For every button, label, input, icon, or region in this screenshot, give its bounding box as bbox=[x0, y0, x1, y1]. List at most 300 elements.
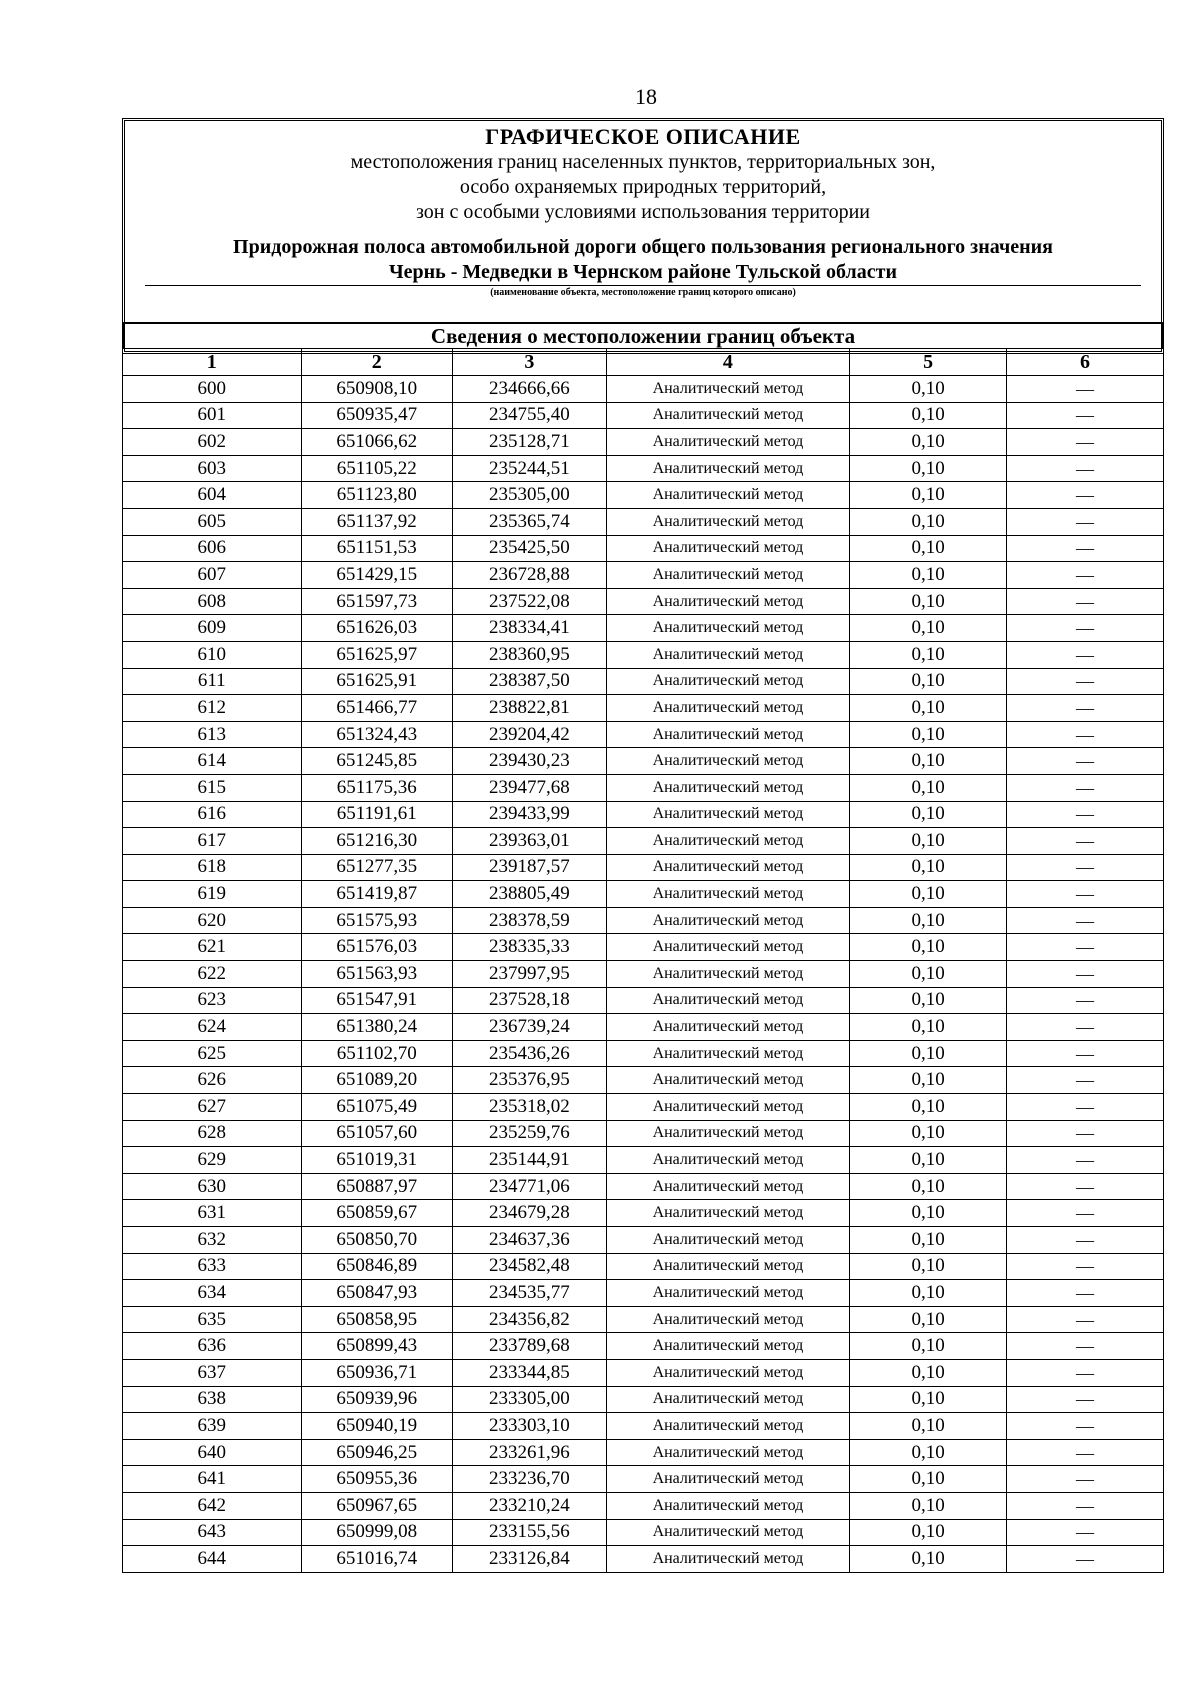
accuracy-cell: 0,10 bbox=[850, 1519, 1007, 1546]
point-number-cell: 604 bbox=[123, 482, 302, 509]
y-coordinate-cell: 238360,95 bbox=[453, 641, 607, 668]
accuracy-cell: 0,10 bbox=[850, 376, 1007, 403]
table-row bbox=[123, 934, 1164, 961]
accuracy-cell: 0,10 bbox=[850, 801, 1007, 828]
x-coordinate-cell: 651419,87 bbox=[301, 881, 452, 908]
description-cell: — bbox=[1007, 429, 1164, 456]
point-number-cell: 602 bbox=[123, 429, 302, 456]
column-header: 1 bbox=[123, 349, 302, 376]
method-cell: Аналитический метод bbox=[606, 934, 849, 961]
point-number-cell: 615 bbox=[123, 774, 302, 801]
method-cell: Аналитический метод bbox=[606, 535, 849, 562]
table-header-row bbox=[123, 349, 1164, 376]
method-cell: Аналитический метод bbox=[606, 1227, 849, 1254]
description-cell: — bbox=[1007, 1280, 1164, 1307]
y-coordinate-cell: 239430,23 bbox=[453, 748, 607, 775]
accuracy-cell: 0,10 bbox=[850, 907, 1007, 934]
point-number-cell: 644 bbox=[123, 1546, 302, 1573]
method-cell: Аналитический метод bbox=[606, 695, 849, 722]
table-row bbox=[123, 1519, 1164, 1546]
table-row bbox=[123, 1173, 1164, 1200]
table-row bbox=[123, 668, 1164, 695]
description-cell: — bbox=[1007, 934, 1164, 961]
y-coordinate-cell: 238335,33 bbox=[453, 934, 607, 961]
x-coordinate-cell: 651066,62 bbox=[301, 429, 452, 456]
y-coordinate-cell: 234637,36 bbox=[453, 1227, 607, 1254]
method-cell: Аналитический метод bbox=[606, 1519, 849, 1546]
coordinates-table bbox=[122, 348, 1164, 1573]
table-row bbox=[123, 907, 1164, 934]
x-coordinate-cell: 650887,97 bbox=[301, 1173, 452, 1200]
method-cell: Аналитический метод bbox=[606, 1333, 849, 1360]
method-cell: Аналитический метод bbox=[606, 854, 849, 881]
accuracy-cell: 0,10 bbox=[850, 961, 1007, 988]
table-row bbox=[123, 1413, 1164, 1440]
table-row bbox=[123, 721, 1164, 748]
description-cell: — bbox=[1007, 1120, 1164, 1147]
x-coordinate-cell: 650936,71 bbox=[301, 1359, 452, 1386]
x-coordinate-cell: 651216,30 bbox=[301, 828, 452, 855]
x-coordinate-cell: 651324,43 bbox=[301, 721, 452, 748]
y-coordinate-cell: 237522,08 bbox=[453, 588, 607, 615]
description-cell: — bbox=[1007, 987, 1164, 1014]
x-coordinate-cell: 650850,70 bbox=[301, 1227, 452, 1254]
point-number-cell: 632 bbox=[123, 1227, 302, 1254]
x-coordinate-cell: 651563,93 bbox=[301, 961, 452, 988]
point-number-cell: 635 bbox=[123, 1306, 302, 1333]
method-cell: Аналитический метод bbox=[606, 881, 849, 908]
table-row bbox=[123, 588, 1164, 615]
accuracy-cell: 0,10 bbox=[850, 508, 1007, 535]
description-cell: — bbox=[1007, 455, 1164, 482]
y-coordinate-cell: 239477,68 bbox=[453, 774, 607, 801]
y-coordinate-cell: 233236,70 bbox=[453, 1466, 607, 1493]
table-row bbox=[123, 1067, 1164, 1094]
accuracy-cell: 0,10 bbox=[850, 854, 1007, 881]
table-row bbox=[123, 429, 1164, 456]
description-cell: — bbox=[1007, 482, 1164, 509]
point-number-cell: 611 bbox=[123, 668, 302, 695]
x-coordinate-cell: 651075,49 bbox=[301, 1094, 452, 1121]
x-coordinate-cell: 650846,89 bbox=[301, 1253, 452, 1280]
method-cell: Аналитический метод bbox=[606, 961, 849, 988]
method-cell: Аналитический метод bbox=[606, 1173, 849, 1200]
column-header: 2 bbox=[301, 349, 452, 376]
description-cell: — bbox=[1007, 1519, 1164, 1546]
accuracy-cell: 0,10 bbox=[850, 1227, 1007, 1254]
description-cell: — bbox=[1007, 1466, 1164, 1493]
method-cell: Аналитический метод bbox=[606, 376, 849, 403]
method-cell: Аналитический метод bbox=[606, 1386, 849, 1413]
point-number-cell: 606 bbox=[123, 535, 302, 562]
y-coordinate-cell: 238822,81 bbox=[453, 695, 607, 722]
accuracy-cell: 0,10 bbox=[850, 1439, 1007, 1466]
point-number-cell: 614 bbox=[123, 748, 302, 775]
x-coordinate-cell: 651102,70 bbox=[301, 1040, 452, 1067]
table-row bbox=[123, 1439, 1164, 1466]
x-coordinate-cell: 651191,61 bbox=[301, 801, 452, 828]
x-coordinate-cell: 651089,20 bbox=[301, 1067, 452, 1094]
x-coordinate-cell: 651137,92 bbox=[301, 508, 452, 535]
method-cell: Аналитический метод bbox=[606, 1466, 849, 1493]
description-cell: — bbox=[1007, 1040, 1164, 1067]
table-row bbox=[123, 961, 1164, 988]
x-coordinate-cell: 650955,36 bbox=[301, 1466, 452, 1493]
accuracy-cell: 0,10 bbox=[850, 1306, 1007, 1333]
accuracy-cell: 0,10 bbox=[850, 1253, 1007, 1280]
description-cell: — bbox=[1007, 1492, 1164, 1519]
table-row bbox=[123, 987, 1164, 1014]
point-number-cell: 631 bbox=[123, 1200, 302, 1227]
x-coordinate-cell: 651576,03 bbox=[301, 934, 452, 961]
x-coordinate-cell: 651151,53 bbox=[301, 535, 452, 562]
document-title: ГРАФИЧЕСКОЕ ОПИСАНИЕ bbox=[485, 124, 801, 149]
table-row bbox=[123, 1280, 1164, 1307]
method-cell: Аналитический метод bbox=[606, 1546, 849, 1573]
y-coordinate-cell: 238387,50 bbox=[453, 668, 607, 695]
x-coordinate-cell: 651575,93 bbox=[301, 907, 452, 934]
accuracy-cell: 0,10 bbox=[850, 641, 1007, 668]
point-number-cell: 613 bbox=[123, 721, 302, 748]
point-number-cell: 639 bbox=[123, 1413, 302, 1440]
method-cell: Аналитический метод bbox=[606, 1492, 849, 1519]
y-coordinate-cell: 238378,59 bbox=[453, 907, 607, 934]
y-coordinate-cell: 234771,06 bbox=[453, 1173, 607, 1200]
point-number-cell: 622 bbox=[123, 961, 302, 988]
method-cell: Аналитический метод bbox=[606, 721, 849, 748]
table-row bbox=[123, 854, 1164, 881]
column-header: 6 bbox=[1007, 349, 1164, 376]
accuracy-cell: 0,10 bbox=[850, 1067, 1007, 1094]
table-row bbox=[123, 881, 1164, 908]
y-coordinate-cell: 234535,77 bbox=[453, 1280, 607, 1307]
column-header: 4 bbox=[606, 349, 849, 376]
y-coordinate-cell: 235144,91 bbox=[453, 1147, 607, 1174]
y-coordinate-cell: 235128,71 bbox=[453, 429, 607, 456]
point-number-cell: 608 bbox=[123, 588, 302, 615]
method-cell: Аналитический метод bbox=[606, 1413, 849, 1440]
table-row bbox=[123, 641, 1164, 668]
accuracy-cell: 0,10 bbox=[850, 455, 1007, 482]
accuracy-cell: 0,10 bbox=[850, 1413, 1007, 1440]
y-coordinate-cell: 236739,24 bbox=[453, 1014, 607, 1041]
y-coordinate-cell: 237997,95 bbox=[453, 961, 607, 988]
accuracy-cell: 0,10 bbox=[850, 1120, 1007, 1147]
object-name bbox=[125, 235, 1161, 286]
point-number-cell: 637 bbox=[123, 1359, 302, 1386]
accuracy-cell: 0,10 bbox=[850, 1094, 1007, 1121]
point-number-cell: 600 bbox=[123, 376, 302, 403]
point-number-cell: 628 bbox=[123, 1120, 302, 1147]
description-cell: — bbox=[1007, 1094, 1164, 1121]
x-coordinate-cell: 651019,31 bbox=[301, 1147, 452, 1174]
table-row bbox=[123, 562, 1164, 589]
y-coordinate-cell: 233789,68 bbox=[453, 1333, 607, 1360]
table-row bbox=[123, 695, 1164, 722]
table-row bbox=[123, 1359, 1164, 1386]
y-coordinate-cell: 233303,10 bbox=[453, 1413, 607, 1440]
description-cell: — bbox=[1007, 695, 1164, 722]
object-name-underline bbox=[145, 260, 1141, 286]
point-number-cell: 642 bbox=[123, 1492, 302, 1519]
method-cell: Аналитический метод bbox=[606, 1014, 849, 1041]
method-cell: Аналитический метод bbox=[606, 828, 849, 855]
y-coordinate-cell: 234755,40 bbox=[453, 402, 607, 429]
point-number-cell: 601 bbox=[123, 402, 302, 429]
y-coordinate-cell: 239363,01 bbox=[453, 828, 607, 855]
table-row bbox=[123, 402, 1164, 429]
table-row bbox=[123, 1040, 1164, 1067]
table-body bbox=[123, 376, 1164, 1573]
description-cell: — bbox=[1007, 1439, 1164, 1466]
column-header: 5 bbox=[850, 349, 1007, 376]
y-coordinate-cell: 235425,50 bbox=[453, 535, 607, 562]
table-row bbox=[123, 1492, 1164, 1519]
y-coordinate-cell: 235305,00 bbox=[453, 482, 607, 509]
description-cell: — bbox=[1007, 402, 1164, 429]
method-cell: Аналитический метод bbox=[606, 615, 849, 642]
point-number-cell: 633 bbox=[123, 1253, 302, 1280]
table-row bbox=[123, 376, 1164, 403]
point-number-cell: 627 bbox=[123, 1094, 302, 1121]
object-caption: (наименование объекта, местоположение границ которого описано) bbox=[490, 287, 796, 298]
description-cell: — bbox=[1007, 562, 1164, 589]
accuracy-cell: 0,10 bbox=[850, 748, 1007, 775]
method-cell: Аналитический метод bbox=[606, 588, 849, 615]
x-coordinate-cell: 650939,96 bbox=[301, 1386, 452, 1413]
y-coordinate-cell: 235259,76 bbox=[453, 1120, 607, 1147]
accuracy-cell: 0,10 bbox=[850, 695, 1007, 722]
y-coordinate-cell: 234666,66 bbox=[453, 376, 607, 403]
method-cell: Аналитический метод bbox=[606, 1306, 849, 1333]
point-number-cell: 625 bbox=[123, 1040, 302, 1067]
table-row bbox=[123, 774, 1164, 801]
document-subtitle-line: местоположения границ населенных пунктов, территориальных зон, bbox=[350, 151, 936, 173]
y-coordinate-cell: 235376,95 bbox=[453, 1067, 607, 1094]
accuracy-cell: 0,10 bbox=[850, 1014, 1007, 1041]
accuracy-cell: 0,10 bbox=[850, 828, 1007, 855]
method-cell: Аналитический метод bbox=[606, 429, 849, 456]
x-coordinate-cell: 651380,24 bbox=[301, 1014, 452, 1041]
table-row bbox=[123, 615, 1164, 642]
description-cell: — bbox=[1007, 508, 1164, 535]
method-cell: Аналитический метод bbox=[606, 907, 849, 934]
y-coordinate-cell: 237528,18 bbox=[453, 987, 607, 1014]
description-cell: — bbox=[1007, 535, 1164, 562]
x-coordinate-cell: 651245,85 bbox=[301, 748, 452, 775]
y-coordinate-cell: 235365,74 bbox=[453, 508, 607, 535]
description-cell: — bbox=[1007, 1359, 1164, 1386]
x-coordinate-cell: 651547,91 bbox=[301, 987, 452, 1014]
x-coordinate-cell: 650847,93 bbox=[301, 1280, 452, 1307]
point-number-cell: 618 bbox=[123, 854, 302, 881]
y-coordinate-cell: 235318,02 bbox=[453, 1094, 607, 1121]
x-coordinate-cell: 650899,43 bbox=[301, 1333, 452, 1360]
y-coordinate-cell: 235436,26 bbox=[453, 1040, 607, 1067]
method-cell: Аналитический метод bbox=[606, 1253, 849, 1280]
method-cell: Аналитический метод bbox=[606, 508, 849, 535]
point-number-cell: 624 bbox=[123, 1014, 302, 1041]
accuracy-cell: 0,10 bbox=[850, 429, 1007, 456]
point-number-cell: 643 bbox=[123, 1519, 302, 1546]
description-cell: — bbox=[1007, 721, 1164, 748]
point-number-cell: 623 bbox=[123, 987, 302, 1014]
accuracy-cell: 0,10 bbox=[850, 1333, 1007, 1360]
accuracy-cell: 0,10 bbox=[850, 881, 1007, 908]
y-coordinate-cell: 234679,28 bbox=[453, 1200, 607, 1227]
point-number-cell: 607 bbox=[123, 562, 302, 589]
table-row bbox=[123, 1227, 1164, 1254]
description-cell: — bbox=[1007, 801, 1164, 828]
point-number-cell: 619 bbox=[123, 881, 302, 908]
y-coordinate-cell: 233305,00 bbox=[453, 1386, 607, 1413]
table-row bbox=[123, 1200, 1164, 1227]
section-title: Сведения о местоположении границ объекта bbox=[122, 322, 1164, 348]
description-cell: — bbox=[1007, 828, 1164, 855]
point-number-cell: 629 bbox=[123, 1147, 302, 1174]
x-coordinate-cell: 651429,15 bbox=[301, 562, 452, 589]
method-cell: Аналитический метод bbox=[606, 748, 849, 775]
table-row bbox=[123, 455, 1164, 482]
description-cell: — bbox=[1007, 1200, 1164, 1227]
x-coordinate-cell: 650946,25 bbox=[301, 1439, 452, 1466]
y-coordinate-cell: 235244,51 bbox=[453, 455, 607, 482]
method-cell: Аналитический метод bbox=[606, 1200, 849, 1227]
method-cell: Аналитический метод bbox=[606, 1120, 849, 1147]
description-cell: — bbox=[1007, 376, 1164, 403]
x-coordinate-cell: 650940,19 bbox=[301, 1413, 452, 1440]
table-row bbox=[123, 535, 1164, 562]
column-header: 3 bbox=[453, 349, 607, 376]
description-cell: — bbox=[1007, 668, 1164, 695]
table-row bbox=[123, 1333, 1164, 1360]
document-header bbox=[122, 118, 1164, 354]
method-cell: Аналитический метод bbox=[606, 455, 849, 482]
accuracy-cell: 0,10 bbox=[850, 562, 1007, 589]
table-row bbox=[123, 1306, 1164, 1333]
accuracy-cell: 0,10 bbox=[850, 535, 1007, 562]
description-cell: — bbox=[1007, 881, 1164, 908]
page-number: 18 bbox=[635, 84, 657, 109]
accuracy-cell: 0,10 bbox=[850, 1466, 1007, 1493]
accuracy-cell: 0,10 bbox=[850, 588, 1007, 615]
table-row bbox=[123, 1253, 1164, 1280]
table-row bbox=[123, 482, 1164, 509]
description-cell: — bbox=[1007, 641, 1164, 668]
description-cell: — bbox=[1007, 854, 1164, 881]
table-row bbox=[123, 1014, 1164, 1041]
method-cell: Аналитический метод bbox=[606, 1040, 849, 1067]
point-number-cell: 626 bbox=[123, 1067, 302, 1094]
object-name-line: Чернь - Медведки в Чернском районе Тульской области bbox=[388, 261, 898, 283]
method-cell: Аналитический метод bbox=[606, 402, 849, 429]
table-row bbox=[123, 508, 1164, 535]
point-number-cell: 617 bbox=[123, 828, 302, 855]
point-number-cell: 620 bbox=[123, 907, 302, 934]
y-coordinate-cell: 239187,57 bbox=[453, 854, 607, 881]
method-cell: Аналитический метод bbox=[606, 1067, 849, 1094]
y-coordinate-cell: 233126,84 bbox=[453, 1546, 607, 1573]
description-cell: — bbox=[1007, 1306, 1164, 1333]
x-coordinate-cell: 651105,22 bbox=[301, 455, 452, 482]
point-number-cell: 616 bbox=[123, 801, 302, 828]
accuracy-cell: 0,10 bbox=[850, 1546, 1007, 1573]
table-row bbox=[123, 1546, 1164, 1573]
x-coordinate-cell: 651016,74 bbox=[301, 1546, 452, 1573]
description-cell: — bbox=[1007, 748, 1164, 775]
x-coordinate-cell: 651123,80 bbox=[301, 482, 452, 509]
document-subtitle-line: зон с особыми условиями использования территории bbox=[415, 201, 871, 223]
accuracy-cell: 0,10 bbox=[850, 482, 1007, 509]
description-cell: — bbox=[1007, 1147, 1164, 1174]
y-coordinate-cell: 238334,41 bbox=[453, 615, 607, 642]
x-coordinate-cell: 650967,65 bbox=[301, 1492, 452, 1519]
x-coordinate-cell: 651175,36 bbox=[301, 774, 452, 801]
accuracy-cell: 0,10 bbox=[850, 721, 1007, 748]
method-cell: Аналитический метод bbox=[606, 641, 849, 668]
accuracy-cell: 0,10 bbox=[850, 774, 1007, 801]
description-cell: — bbox=[1007, 1333, 1164, 1360]
method-cell: Аналитический метод bbox=[606, 1147, 849, 1174]
x-coordinate-cell: 651466,77 bbox=[301, 695, 452, 722]
accuracy-cell: 0,10 bbox=[850, 1200, 1007, 1227]
accuracy-cell: 0,10 bbox=[850, 1173, 1007, 1200]
y-coordinate-cell: 239433,99 bbox=[453, 801, 607, 828]
description-cell: — bbox=[1007, 1173, 1164, 1200]
x-coordinate-cell: 651626,03 bbox=[301, 615, 452, 642]
point-number-cell: 609 bbox=[123, 615, 302, 642]
y-coordinate-cell: 233344,85 bbox=[453, 1359, 607, 1386]
method-cell: Аналитический метод bbox=[606, 801, 849, 828]
table-row bbox=[123, 828, 1164, 855]
table-row bbox=[123, 1147, 1164, 1174]
point-number-cell: 640 bbox=[123, 1439, 302, 1466]
description-cell: — bbox=[1007, 1067, 1164, 1094]
description-cell: — bbox=[1007, 1253, 1164, 1280]
table-row bbox=[123, 748, 1164, 775]
method-cell: Аналитический метод bbox=[606, 1359, 849, 1386]
method-cell: Аналитический метод bbox=[606, 668, 849, 695]
description-cell: — bbox=[1007, 1546, 1164, 1573]
y-coordinate-cell: 236728,88 bbox=[453, 562, 607, 589]
method-cell: Аналитический метод bbox=[606, 1439, 849, 1466]
x-coordinate-cell: 650858,95 bbox=[301, 1306, 452, 1333]
accuracy-cell: 0,10 bbox=[850, 668, 1007, 695]
x-coordinate-cell: 651277,35 bbox=[301, 854, 452, 881]
point-number-cell: 621 bbox=[123, 934, 302, 961]
method-cell: Аналитический метод bbox=[606, 1094, 849, 1121]
point-number-cell: 603 bbox=[123, 455, 302, 482]
point-number-cell: 641 bbox=[123, 1466, 302, 1493]
y-coordinate-cell: 234582,48 bbox=[453, 1253, 607, 1280]
description-cell: — bbox=[1007, 1227, 1164, 1254]
point-number-cell: 610 bbox=[123, 641, 302, 668]
table-row bbox=[123, 1120, 1164, 1147]
x-coordinate-cell: 650935,47 bbox=[301, 402, 452, 429]
accuracy-cell: 0,10 bbox=[850, 1280, 1007, 1307]
accuracy-cell: 0,10 bbox=[850, 987, 1007, 1014]
description-cell: — bbox=[1007, 1386, 1164, 1413]
point-number-cell: 605 bbox=[123, 508, 302, 535]
accuracy-cell: 0,10 bbox=[850, 934, 1007, 961]
description-cell: — bbox=[1007, 1413, 1164, 1440]
x-coordinate-cell: 650908,10 bbox=[301, 376, 452, 403]
method-cell: Аналитический метод bbox=[606, 562, 849, 589]
table-row bbox=[123, 1386, 1164, 1413]
document-subtitle-line: особо охраняемых природных территорий, bbox=[459, 176, 827, 198]
point-number-cell: 612 bbox=[123, 695, 302, 722]
accuracy-cell: 0,10 bbox=[850, 1040, 1007, 1067]
